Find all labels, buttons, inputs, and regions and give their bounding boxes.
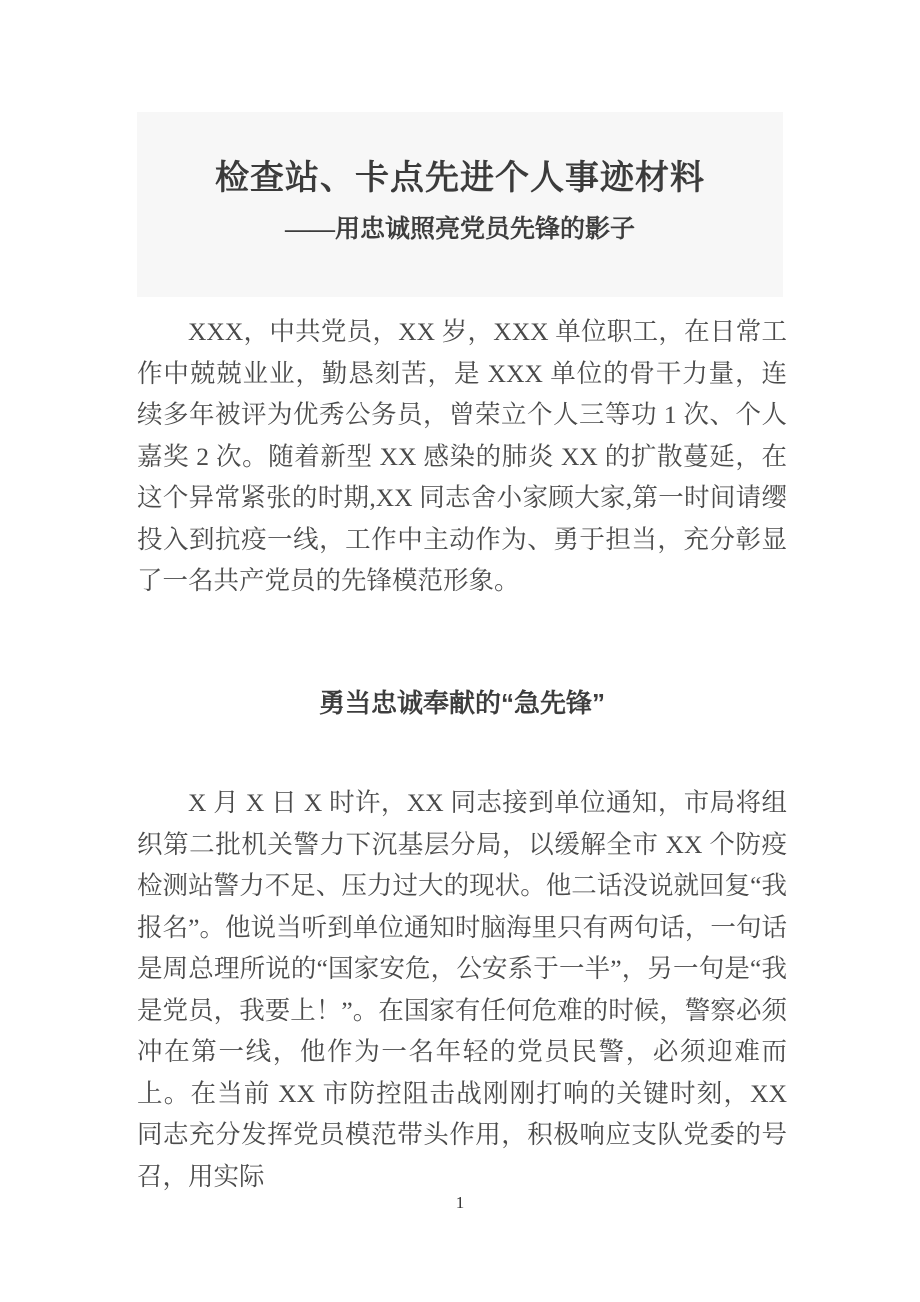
document-subtitle: ——用忠诚照亮党员先锋的影子	[284, 216, 635, 243]
paragraph-intro: XXX，中共党员，XX 岁，XXX 单位职工，在日常工作中兢兢业业，勤恳刻苦，是 XXX 单位的骨干力量，连续多年被评为优秀公务员，曾荣立个人三等功 1 次、个人嘉奖 2 次。随着新型 XX 感染的肺炎 XX 的扩散蔓延，在这个异常紧张的时期,XX 同志舍小家顾大家,第一时间请缨投入到抗疫一线，工作中主动作为、勇于担当，充分彰显了一名共产党员的先锋模范形象。	[137, 317, 787, 595]
paragraph-section: X 月 X 日 X 时许，XX 同志接到单位通知，市局将组织第二批机关警力下沉基层分局，以缓解全市 XX 个防疫检测站警力不足、压力过大的现状。他二话没说就回复“我报名”。他说当听到单位通知时脑海里只有两句话，一句话是周总理所说的“国家安危，公安系于一半”，另一句是“我是党员，我要上！”。在国家有任何危难的时候，警察必须冲在第一线，他作为一名年轻的党员民警，必须迎难而上。在当前 XX 市防控阻击战刚刚打响的关键时刻，XX 同志充分发挥党员模范带头作用，积极响应支队党委的号召，用实际	[137, 788, 787, 1191]
section-heading: 勇当忠诚奉献的“急先锋”	[318, 687, 605, 718]
document-title: 检查站、卡点先进个人事迹材料	[215, 159, 705, 197]
title-block	[137, 112, 783, 297]
document-body	[137, 297, 787, 1197]
page-number: 1	[455, 1193, 465, 1212]
